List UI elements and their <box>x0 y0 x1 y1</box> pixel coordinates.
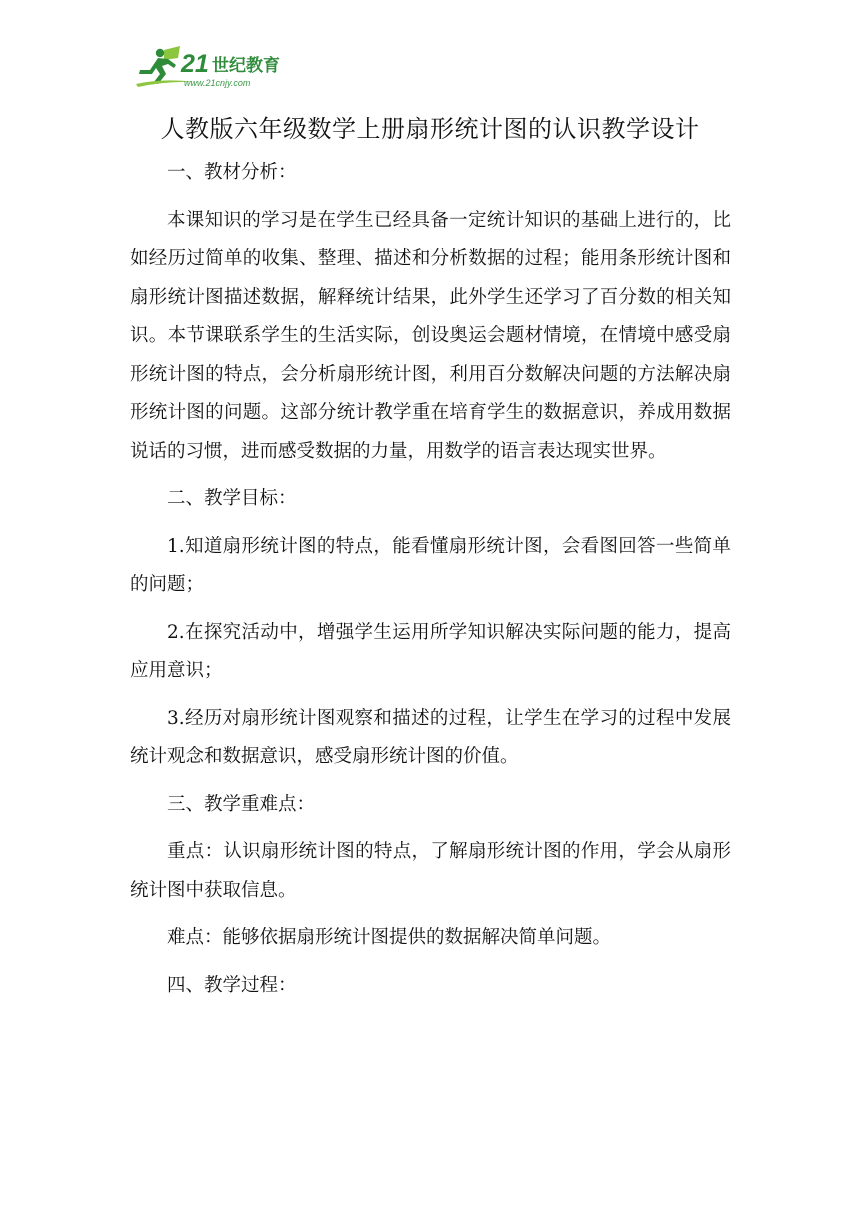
logo-text: 世纪教育 <box>212 56 280 76</box>
difficult-point: 难点：能够依据扇形统计图提供的数据解决简单问题。 <box>167 927 612 948</box>
goal-item-3: 3.经历对扇形统计图观察和描述的过程，让学生在学习的过程中发展统计观念和数据意识，感受扇形统计图的价值。 <box>130 707 731 767</box>
goal-item-2: 2.在探究活动中，增强学生运用所学知识解决实际问题的能力，提高应用意识； <box>130 621 731 681</box>
site-logo[interactable] <box>134 44 334 94</box>
logo-url: www.21cnjy.com <box>184 78 251 88</box>
paragraph-textbook-analysis: 本课知识的学习是在学生已经具备一定统计知识的基础上进行的，比如经历过简单的收集、整理、描述和分析数据的过程；能用条形统计图和扇形统计图描述数据，解释统计结果，此外学生还学习了百分数的相关知识。本节课联系学生的生活实际，创设奥运会题材情境，在情境中感受扇形统计图的特点，会分析扇形统计图，利用百分数解决问题的方法解决扇形统计图的问题。这部分统计教学重在培育学生的数据意识，养成用数据说话的习惯，进而感受数据的力量，用数学的语言表达现实世界。 <box>130 209 731 462</box>
key-point: 重点：认识扇形统计图的特点，了解扇形统计图的作用，学会从扇形统计图中获取信息。 <box>130 841 731 901</box>
section-heading-teaching-process: 四、教学过程： <box>167 974 297 996</box>
svg-text:21: 21 <box>181 50 209 78</box>
document-title: 人教版六年级数学上册扇形统计图的认识教学设计 <box>160 115 700 143</box>
section-heading-key-points: 三、教学重难点： <box>167 793 316 815</box>
document-body <box>130 154 731 1014</box>
section-heading-textbook-analysis: 一、教材分析： <box>167 162 297 183</box>
goal-item-1: 1.知道扇形统计图的特点，能看懂扇形统计图，会看图回答一些简单的问题； <box>130 535 731 595</box>
section-heading-teaching-goals: 二、教学目标： <box>167 488 297 509</box>
runner-icon <box>134 44 334 94</box>
